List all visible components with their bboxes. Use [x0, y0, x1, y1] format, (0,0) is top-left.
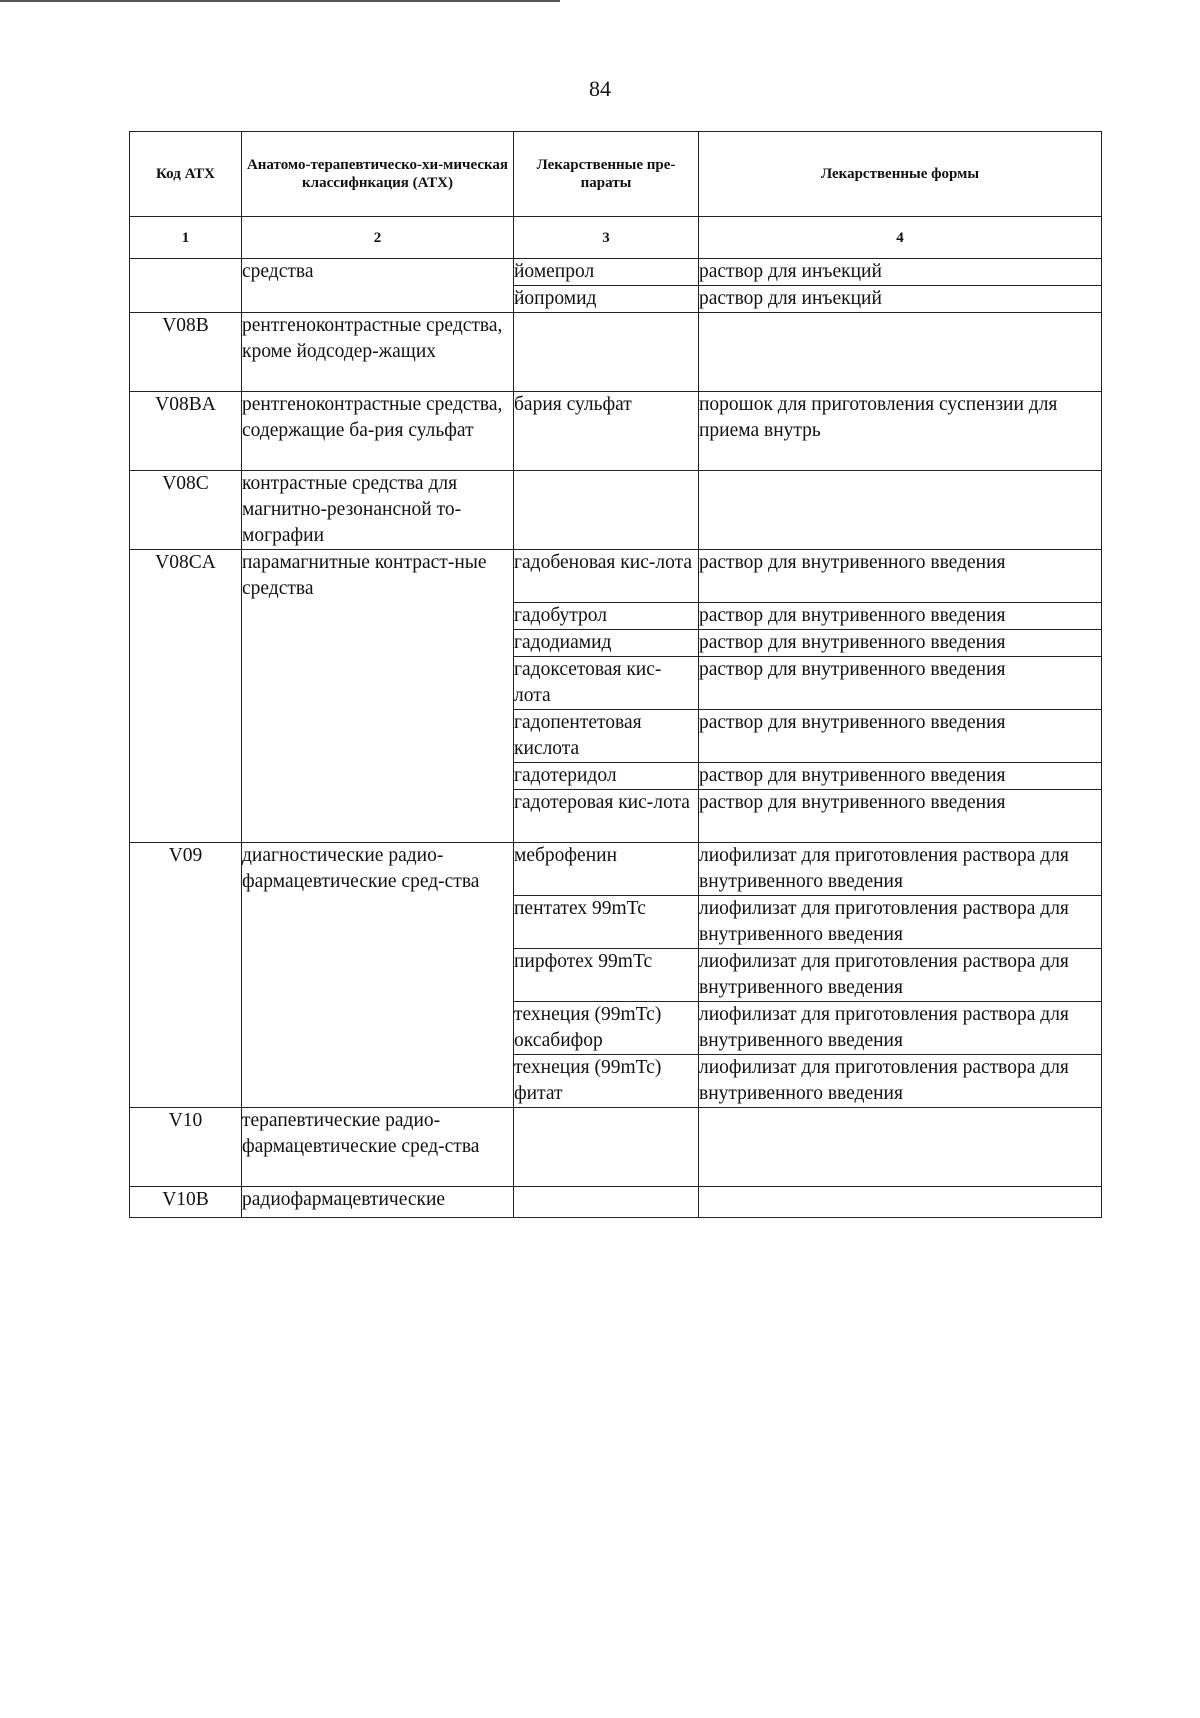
table-row: [130, 259, 1102, 286]
page-number: 84: [589, 76, 611, 101]
drug-cell: [514, 1187, 699, 1218]
drug-cell: гадобутрол: [514, 603, 699, 630]
drug-cell: технеция (99mTc) фитат: [514, 1055, 699, 1108]
code-cell: V08C: [130, 471, 242, 550]
form-cell: лиофилизат для приготовления раствора для внутривенного введения: [699, 1055, 1102, 1108]
atx-table: [129, 131, 1102, 1218]
class-cell: терапевтические радио-фармацевтические сред-ства: [242, 1108, 514, 1187]
drug-cell: гадотеровая кис-лота: [514, 790, 699, 843]
code-cell: V08BA: [130, 392, 242, 471]
class-cell: парамагнитные контраст-ные средства: [242, 550, 514, 843]
drug-cell: гадопентетовая кислота: [514, 710, 699, 763]
drug-cell: йомепрол: [514, 259, 699, 286]
class-cell: контрастные средства для магнитно-резонансной то-мографии: [242, 471, 514, 550]
code-cell: V10B: [130, 1187, 242, 1218]
form-cell: раствор для внутривенного введения: [699, 790, 1102, 843]
table-row: [130, 843, 1102, 896]
form-cell: лиофилизат для приготовления раствора для внутривенного введения: [699, 896, 1102, 949]
table-row: [130, 392, 1102, 471]
form-cell: лиофилизат для приготовления раствора для внутривенного введения: [699, 1002, 1102, 1055]
class-cell: рентгеноконтрастные средства, кроме йодсодер-жащих: [242, 313, 514, 392]
header-code: Код АТХ: [130, 132, 242, 217]
column-number: 1: [130, 217, 242, 259]
code-cell: V08B: [130, 313, 242, 392]
form-cell: раствор для инъекций: [699, 259, 1102, 286]
form-cell: [699, 313, 1102, 392]
form-cell: раствор для внутривенного введения: [699, 630, 1102, 657]
drug-cell: бария сульфат: [514, 392, 699, 471]
header-row: [130, 132, 1102, 217]
drug-cell: пирфотех 99mTc: [514, 949, 699, 1002]
code-cell: V10: [130, 1108, 242, 1187]
drug-cell: гадодиамид: [514, 630, 699, 657]
form-cell: раствор для внутривенного введения: [699, 657, 1102, 710]
form-cell: [699, 471, 1102, 550]
drug-cell: [514, 1108, 699, 1187]
table-row: [130, 471, 1102, 550]
table-row: [130, 550, 1102, 603]
form-cell: лиофилизат для приготовления раствора для внутривенного введения: [699, 843, 1102, 896]
form-cell: порошок для приготовления суспензии для приема внутрь: [699, 392, 1102, 471]
form-cell: лиофилизат для приготовления раствора для внутривенного введения: [699, 949, 1102, 1002]
form-cell: раствор для внутривенного введения: [699, 550, 1102, 603]
drug-cell: технеция (99mTc) оксабифор: [514, 1002, 699, 1055]
form-cell: раствор для внутривенного введения: [699, 763, 1102, 790]
class-cell: радиофармацевтические: [242, 1187, 514, 1218]
header-forms: Лекарственные формы: [699, 132, 1102, 217]
table-row: [130, 1187, 1102, 1218]
form-cell: раствор для инъекций: [699, 286, 1102, 313]
form-cell: [699, 1108, 1102, 1187]
table-row: [130, 1108, 1102, 1187]
column-number: 3: [514, 217, 699, 259]
drug-cell: гадобеновая кис-лота: [514, 550, 699, 603]
scan-top-edge: [0, 0, 560, 2]
drug-cell: [514, 471, 699, 550]
drug-cell: гадоксетовая кис-лота: [514, 657, 699, 710]
drug-cell: йопромид: [514, 286, 699, 313]
header-drugs: Лекарственные пре-параты: [514, 132, 699, 217]
table-row: [130, 313, 1102, 392]
form-cell: раствор для внутривенного введения: [699, 710, 1102, 763]
drug-cell: пентатех 99mTc: [514, 896, 699, 949]
code-cell: V09: [130, 843, 242, 1108]
class-cell: диагностические радио-фармацевтические сред-ства: [242, 843, 514, 1108]
column-number: 2: [242, 217, 514, 259]
class-cell: средства: [242, 259, 514, 313]
form-cell: раствор для внутривенного введения: [699, 603, 1102, 630]
form-cell: [699, 1187, 1102, 1218]
code-cell: [130, 259, 242, 313]
drug-cell: [514, 313, 699, 392]
code-cell: V08CA: [130, 550, 242, 843]
column-number-row: [130, 217, 1102, 259]
class-cell: рентгеноконтрастные средства, содержащие ба-рия сульфат: [242, 392, 514, 471]
header-classification: Анатомо-терапевтическо-хи-мическая классифнкация (АТХ): [242, 132, 514, 217]
column-number: 4: [699, 217, 1102, 259]
drug-cell: меброфенин: [514, 843, 699, 896]
drug-cell: гадотеридол: [514, 763, 699, 790]
